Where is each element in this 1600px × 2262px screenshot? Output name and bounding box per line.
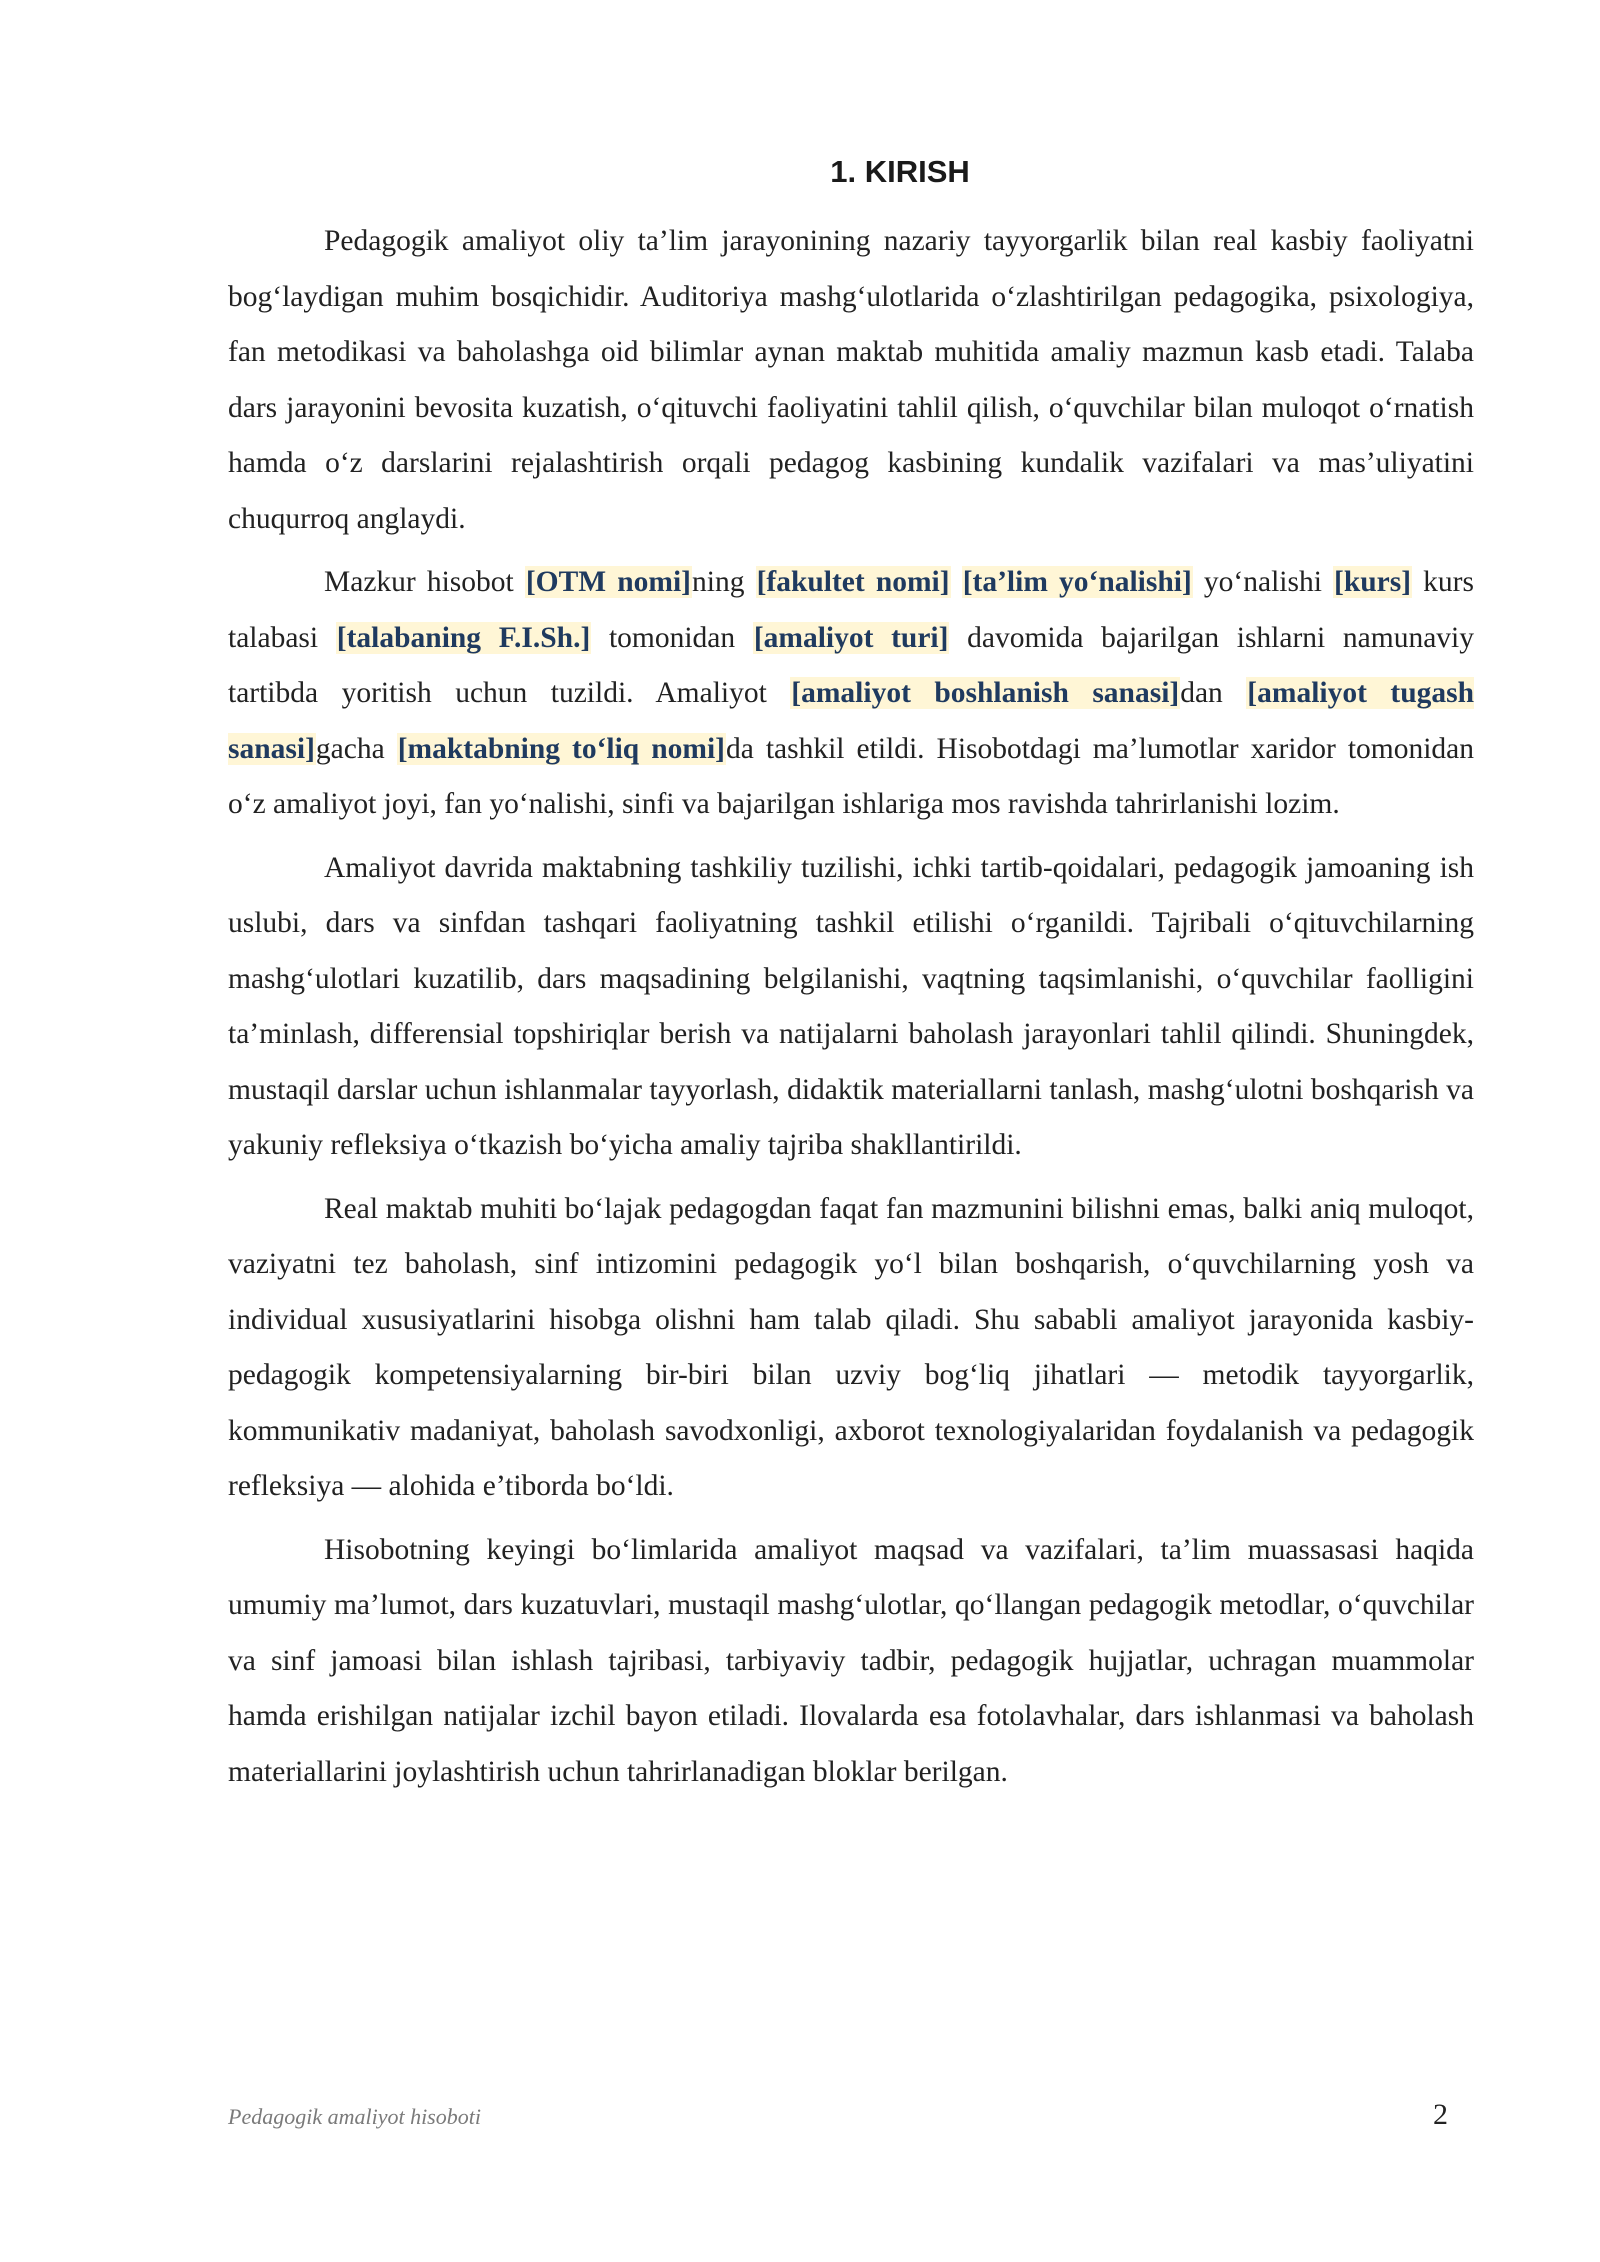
paragraph-intro: Pedagogik amaliyot oliy ta’lim jarayonining nazariy tayyorgarlik bilan real kasbiy faoliyatni bog‘laydigan muhim bosqichidir. Auditoriya mashg‘ulotlarida o‘zlashtirilgan pedagogika, psixologiya, fan metodikasi va baholashga oid bilimlar aynan maktab muhitida amaliy mazmun kasb etadi. Talaba dars jarayonini bevosita kuzatish, o‘qituvchi faoliyatini tahlil qilish, o‘quvchilar bilan muloqot o‘rnatish hamda o‘z darslarini rejalashtirish orqali pedagog kasbining kundalik vazifalari va mas’uliyatini chuqurroq anglaydi. <box>228 225 1474 535</box>
text-run: tomonidan <box>591 621 753 654</box>
paragraph-practice-period: Amaliyot davrida maktabning tashkiliy tuzilishi, ichki tartib-qoidalari, pedagogik jamoaning ish uslubi, dars va sinfdan tashqari faoliyatning tashkil etilishi o‘rganildi. Tajribali o‘qituvchilarning mashg‘ulotlari kuzatilib, dars maqsadining belgilanishi, vaqtning taqsimlanishi, o‘quvchilar faolligini ta’minlash, differensial topshiriqlar berish va natijalarni baholash jarayonlari tahlil qilindi. Shuningdek, mustaqil darslar uchun ishlanmalar tayyorlash, didaktik materiallarni tanlash, mashg‘ulotni boshqarish va yakuniy refleksiya o‘tkazish bo‘yicha amaliy tajriba shakllantirildi. <box>228 851 1474 1161</box>
body-text <box>228 214 1474 1808</box>
text-run: davomida bajarilgan ishlarni namunaviy tartibda yoritish uchun tuzildi. Amaliyot <box>228 621 1474 709</box>
paragraph-report-details <box>228 555 1474 833</box>
footer-title: Pedagogik amaliyot hisoboti <box>228 2104 481 2129</box>
placeholder-study-direction[interactable]: [ta’lim yo‘nalishi] <box>962 566 1192 598</box>
text-run: Mazkur hisobot <box>324 566 525 598</box>
placeholder-course[interactable]: [kurs] <box>1334 566 1412 598</box>
text-run: ning <box>692 566 756 598</box>
placeholder-school-name[interactable]: [maktabning to‘liq nomi] <box>397 732 725 765</box>
text-run: da tashkil etildi. Hisobotdagi ma’lumotlar xaridor tomonidan o‘z amaliyot joyi, fan yo‘nalishi, sinfi va bajarilgan ishlariga mos ravishda tahrirlanishi lozim. <box>228 732 1474 820</box>
placeholder-faculty-name[interactable]: [fakultet nomi] <box>756 566 950 598</box>
placeholder-otm-name[interactable]: [OTM nomi] <box>525 566 691 598</box>
text-run: yo‘nalishi <box>1192 566 1334 598</box>
page-number: 2 <box>1433 2098 1448 2131</box>
placeholder-end-date[interactable]: [amaliyot tugash sanasi] <box>228 677 1475 765</box>
text-run: dan <box>1180 677 1247 709</box>
text-run <box>951 566 962 598</box>
paragraph-school-environment: Real maktab muhiti bo‘lajak pedagogdan faqat fan mazmunini bilishni emas, balki aniq muloqot, vaziyatni tez baholash, sinf intizomini pedagogik yo‘l bilan boshqarish, o‘quvchilarning yosh va individual xususiyatlarini hisobga olishni ham talab qiladi. Shu sababli amaliyot jarayonida kasbiy-pedagogik kompetensiyalarning bir-biri bilan uzviy bog‘liq jihatlari — metodik tayyorgarlik, kommunikativ madaniyat, baholash savodxonligi, axborot texnologiyalaridan foydalanish va pedagogik refleksiya — alohida e’tiborda bo‘ldi. <box>228 1192 1474 1502</box>
placeholder-student-name[interactable]: [talabaning F.I.Sh.] <box>336 621 591 654</box>
paragraph-report-structure: Hisobotning keyingi bo‘limlarida amaliyot maqsad va vazifalari, ta’lim muassasasi haqida umumiy ma’lumot, dars kuzatuvlari, mustaqil mashg‘ulotlar, qo‘llangan pedagogik metodlar, o‘quvchilar va sinf jamoasi bilan ishlash tajribasi, tarbiyaviy tadbir, pedagogik hujjatlar, uchragan muammolar hamda erishilgan natijalar izchil bayon etiladi. Ilovalarda esa fotolavhalar, dars ishlanmasi va baholash materiallarini joylashtirish uchun tahrirlanadigan bloklar berilgan. <box>228 1533 1474 1788</box>
placeholder-practice-type[interactable]: [amaliyot turi] <box>753 621 949 654</box>
section-heading: 1. KIRISH <box>830 154 970 189</box>
text-run: kurs talabasi <box>228 566 1474 654</box>
text-run: gacha <box>315 732 397 765</box>
placeholder-start-date[interactable]: [amaliyot boshlanish sanasi] <box>791 677 1180 709</box>
